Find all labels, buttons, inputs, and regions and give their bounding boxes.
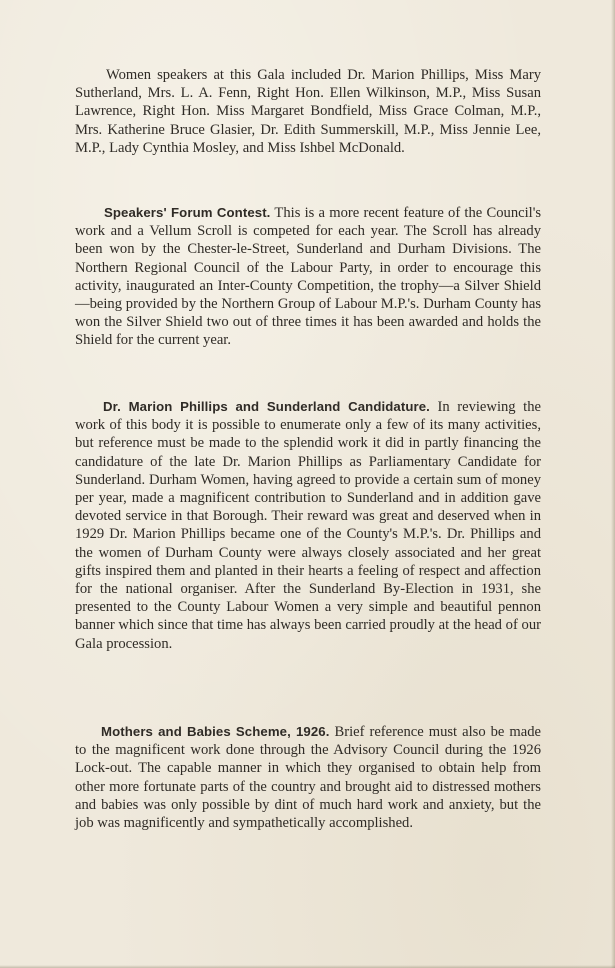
- paragraph-text: Brief reference must also be made to the magnificent work done through the Advisory Council during the 1926 Lock-out. The capable manner in which they organised to obtain help from other more fortunate parts of the country and brought aid to distressed mothers and babies was only possible by dint of much hard work and anxiety, but the job was magnificently and sympathetically accomplished.: [75, 724, 541, 832]
- paragraph-text: In reviewing the work of this body it is possible to enumerate only a few of its many activities, but reference must be made to the splendid work it did in partly financing the candidature of the late Dr. Marion Phillips as Parliamentary Candidate for Sunderland. Durham Women, having agreed to provide a certain sum of money per year, made a magnificent contribution to Sunderland and in addition gave devoted service in that Borough. Their reward was great and deserved when in 1929 Dr. Marion Phillips became one of the County's M.P.'s. Dr. Phillips and the women of Durham County were always closely associated and her great gifts inspired them and planted in their hearts a feeling of respect and affection for the national organiser. After the Sunderland By-Election in 1931, she presented to the County Labour Women a very simple and beautiful pennon banner which since that time has always been carried proudly at the head of our Gala procession.: [75, 399, 541, 652]
- section-heading: Dr. Marion Phillips and Sunderland Candidature.: [103, 399, 430, 414]
- paragraph-mothers-babies-scheme: [75, 723, 541, 832]
- paragraph-text: Women speakers at this Gala included Dr. Marion Phillips, Miss Mary Sutherland, Mrs. L. A. Fenn, Right Hon. Ellen Wilkinson, M.P., Miss Susan Lawrence, Right Hon. Miss Margaret Bondfield, Miss Grace Colman, M.P., Mrs. Katherine Bruce Glasier, Dr. Edith Summerskill, M.P., Miss Jennie Lee, M.P., Lady Cynthia Mosley, and Miss Ishbel McDonald.: [75, 67, 541, 156]
- paragraph-marion-phillips-sunderland: [75, 398, 541, 653]
- paragraph-gala-speakers: [75, 66, 541, 157]
- paragraph-speakers-forum-contest: [75, 204, 541, 350]
- section-heading: Mothers and Babies Scheme, 1926.: [101, 724, 330, 739]
- page-edge-shadow-right: [611, 0, 615, 968]
- section-heading: Speakers' Forum Contest.: [104, 205, 271, 220]
- paragraph-text: This is a more recent feature of the Council's work and a Vellum Scroll is competed for each year. The Scroll has already been won by the Chester-le-Street, Sunderland and Durham Divisions. The Northern Regional Council of the Labour Party, in order to encourage this activity, inaugurated an Inter-County Competition, the trophy—a Silver Shield—being provided by the Northern Group of Labour M.P.'s. Durham County has won the Silver Shield two out of three times it has been awarded and holds the Shield for the current year.: [75, 205, 542, 349]
